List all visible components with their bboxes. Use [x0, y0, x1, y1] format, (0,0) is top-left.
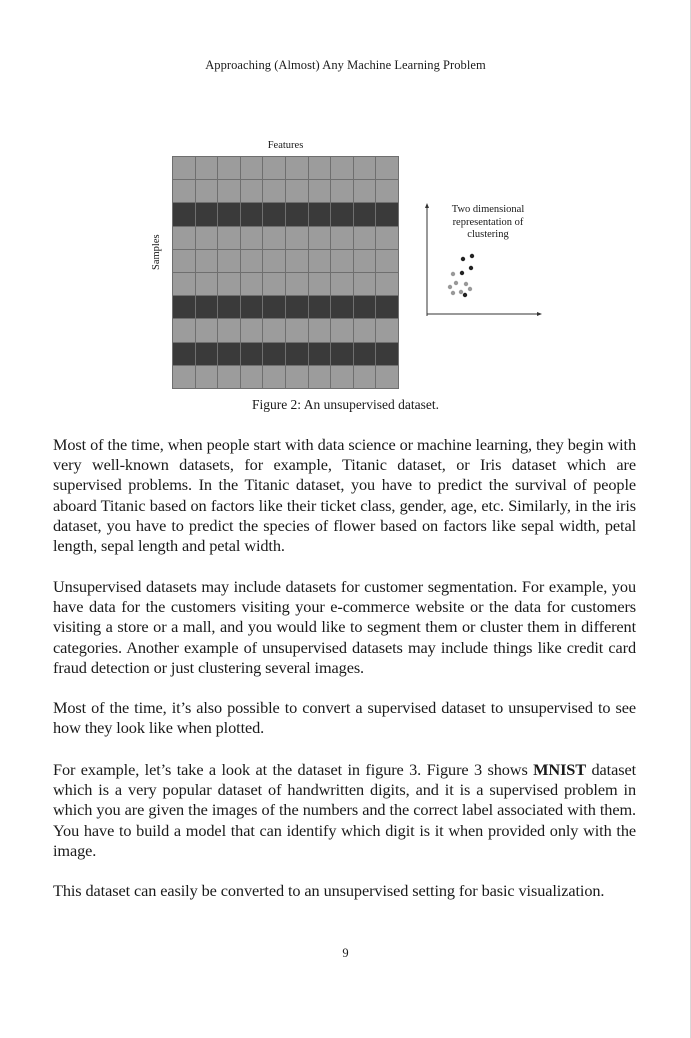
mnist-text-end: dataset which is a very popular dataset of handwritten digits, and it is a supervised problem in which you are given the images of the numbers and the correct label associated with them. You have to build a model that can identify which digit is it when provided only with the image.	[53, 760, 636, 860]
matrix-cell	[376, 227, 398, 249]
matrix-cell-highlighted	[263, 296, 285, 318]
matrix-cell-highlighted	[218, 343, 240, 365]
matrix-cell-highlighted	[196, 343, 218, 365]
matrix-cell	[331, 250, 353, 272]
matrix-cell-highlighted	[263, 343, 285, 365]
matrix-cell-highlighted	[218, 296, 240, 318]
matrix-cell	[173, 273, 195, 295]
features-axis-label: Features	[267, 140, 304, 151]
cluster-point-light	[459, 290, 463, 294]
matrix-cell-highlighted	[376, 203, 398, 225]
matrix-cell	[196, 157, 218, 179]
clustering-annotation-line: Two dimensional	[451, 204, 525, 215]
matrix-cell	[376, 250, 398, 272]
cluster-point-light	[464, 282, 468, 286]
matrix-cell-highlighted	[354, 203, 376, 225]
matrix-cell	[354, 273, 376, 295]
matrix-cell	[218, 319, 240, 341]
dataset-matrix	[172, 156, 399, 389]
matrix-cell-highlighted	[331, 296, 353, 318]
matrix-cell	[218, 227, 240, 249]
matrix-cell-highlighted	[241, 296, 263, 318]
matrix-cell	[196, 273, 218, 295]
matrix-cell	[376, 157, 398, 179]
matrix-cell	[218, 157, 240, 179]
page-number: 9	[342, 946, 349, 960]
matrix-cell	[196, 319, 218, 341]
matrix-cell-highlighted	[376, 296, 398, 318]
matrix-cell	[218, 366, 240, 388]
matrix-cell	[354, 157, 376, 179]
matrix-cell	[263, 227, 285, 249]
clustering-annotation	[434, 204, 542, 242]
matrix-cell	[309, 366, 331, 388]
matrix-cell	[354, 366, 376, 388]
matrix-cell-highlighted	[331, 203, 353, 225]
matrix-cell	[376, 180, 398, 202]
cluster-point-light	[451, 291, 455, 295]
matrix-cell	[286, 227, 308, 249]
matrix-cell	[173, 319, 195, 341]
cluster-point-light	[451, 272, 455, 276]
matrix-cell	[354, 180, 376, 202]
running-header: Approaching (Almost) Any Machine Learning Problem	[205, 58, 486, 72]
paragraph-unsupervised-examples: Unsupervised datasets may include datasets for customer segmentation. For example, you have data for the customers visiting your e-commerce website or the data for customers visiting a store or a mall, and you would like to segment them or cluster them in different categories. Another example of unsupervised datasets may include things like credit card fraud detection or just clustering several images.	[53, 577, 636, 677]
matrix-cell	[173, 250, 195, 272]
matrix-cell	[286, 366, 308, 388]
matrix-cell	[241, 273, 263, 295]
cluster-point-dark	[463, 293, 467, 297]
paragraph-visualization: This dataset can easily be converted to an unsupervised setting for basic visualization.	[53, 881, 605, 900]
matrix-cell	[173, 227, 195, 249]
matrix-cell-highlighted	[241, 343, 263, 365]
cluster-point-light	[468, 287, 472, 291]
matrix-cell	[263, 273, 285, 295]
matrix-cell	[331, 180, 353, 202]
cluster-point-dark	[470, 254, 474, 258]
y-axis-arrowhead	[425, 203, 429, 208]
matrix-cell	[196, 366, 218, 388]
matrix-cell	[263, 180, 285, 202]
matrix-cell-highlighted	[173, 343, 195, 365]
matrix-cell	[241, 319, 263, 341]
matrix-cell	[354, 227, 376, 249]
matrix-cell	[354, 250, 376, 272]
matrix-cell-highlighted	[196, 203, 218, 225]
cluster-point-light	[454, 281, 458, 285]
matrix-cell	[376, 273, 398, 295]
matrix-cell	[309, 227, 331, 249]
figure-caption: Figure 2: An unsupervised dataset.	[251, 397, 440, 412]
matrix-cell	[241, 366, 263, 388]
matrix-cell	[286, 157, 308, 179]
matrix-cell	[196, 227, 218, 249]
matrix-cell	[241, 180, 263, 202]
mnist-text-start: For example, let’s take a look at the dataset in figure 3. Figure 3 shows	[53, 760, 534, 779]
matrix-cell-highlighted	[196, 296, 218, 318]
matrix-cell	[354, 319, 376, 341]
samples-axis-label: Samples	[151, 234, 162, 270]
matrix-cell	[331, 157, 353, 179]
matrix-cell-highlighted	[286, 296, 308, 318]
matrix-cell	[376, 366, 398, 388]
cluster-point-dark	[460, 271, 464, 275]
matrix-cell-highlighted	[354, 343, 376, 365]
clustering-annotation-line: clustering	[467, 229, 509, 240]
matrix-cell-highlighted	[173, 203, 195, 225]
matrix-cell	[218, 250, 240, 272]
paragraph-mnist	[53, 760, 636, 861]
matrix-cell	[173, 366, 195, 388]
matrix-cell	[286, 250, 308, 272]
matrix-cell-highlighted	[218, 203, 240, 225]
matrix-cell	[263, 157, 285, 179]
matrix-cell	[331, 319, 353, 341]
matrix-cell-highlighted	[263, 203, 285, 225]
matrix-cell	[309, 319, 331, 341]
matrix-cell	[241, 250, 263, 272]
matrix-cell-highlighted	[286, 343, 308, 365]
matrix-cell-highlighted	[331, 343, 353, 365]
matrix-cell	[376, 319, 398, 341]
matrix-cell	[331, 227, 353, 249]
matrix-cell	[263, 319, 285, 341]
matrix-cell	[263, 366, 285, 388]
matrix-cell	[309, 180, 331, 202]
matrix-cell-highlighted	[309, 343, 331, 365]
matrix-cell	[173, 180, 195, 202]
matrix-cell-highlighted	[241, 203, 263, 225]
matrix-cell	[286, 180, 308, 202]
matrix-cell	[309, 157, 331, 179]
matrix-cell	[218, 180, 240, 202]
matrix-cell-highlighted	[286, 203, 308, 225]
x-axis-arrowhead	[537, 312, 542, 316]
matrix-cell-highlighted	[309, 296, 331, 318]
matrix-cell	[286, 319, 308, 341]
mnist-term: MNIST	[533, 760, 587, 779]
matrix-cell	[309, 273, 331, 295]
matrix-cell	[309, 250, 331, 272]
cluster-point-dark	[469, 266, 473, 270]
cluster-point-light	[448, 285, 452, 289]
clustering-annotation-line: representation of	[452, 216, 524, 228]
matrix-cell	[196, 180, 218, 202]
matrix-cell	[196, 250, 218, 272]
matrix-cell-highlighted	[354, 296, 376, 318]
matrix-cell	[173, 157, 195, 179]
paragraph-supervised-examples: Most of the time, when people start with data science or machine learning, they begin with very well-known datasets, for example, Titanic dataset, or Iris dataset which are supervised problems. In the Titanic dataset, you have to predict the survival of people aboard Titanic based on factors like their ticket class, gender, age, etc. Similarly, in the iris dataset, you have to predict the species of flower based on factors like sepal width, petal length, sepal length and petal width.	[53, 435, 636, 556]
matrix-cell-highlighted	[309, 203, 331, 225]
matrix-cell	[241, 227, 263, 249]
paragraph-convert-dataset: Most of the time, it’s also possible to convert a supervised dataset to unsupervised to see how they look like when plotted.	[53, 698, 636, 738]
cluster-point-dark	[461, 257, 465, 261]
matrix-cell	[218, 273, 240, 295]
matrix-cell-highlighted	[173, 296, 195, 318]
matrix-cell	[331, 273, 353, 295]
matrix-cell	[286, 273, 308, 295]
matrix-cell-highlighted	[376, 343, 398, 365]
matrix-cell	[263, 250, 285, 272]
matrix-cell	[331, 366, 353, 388]
matrix-cell	[241, 157, 263, 179]
